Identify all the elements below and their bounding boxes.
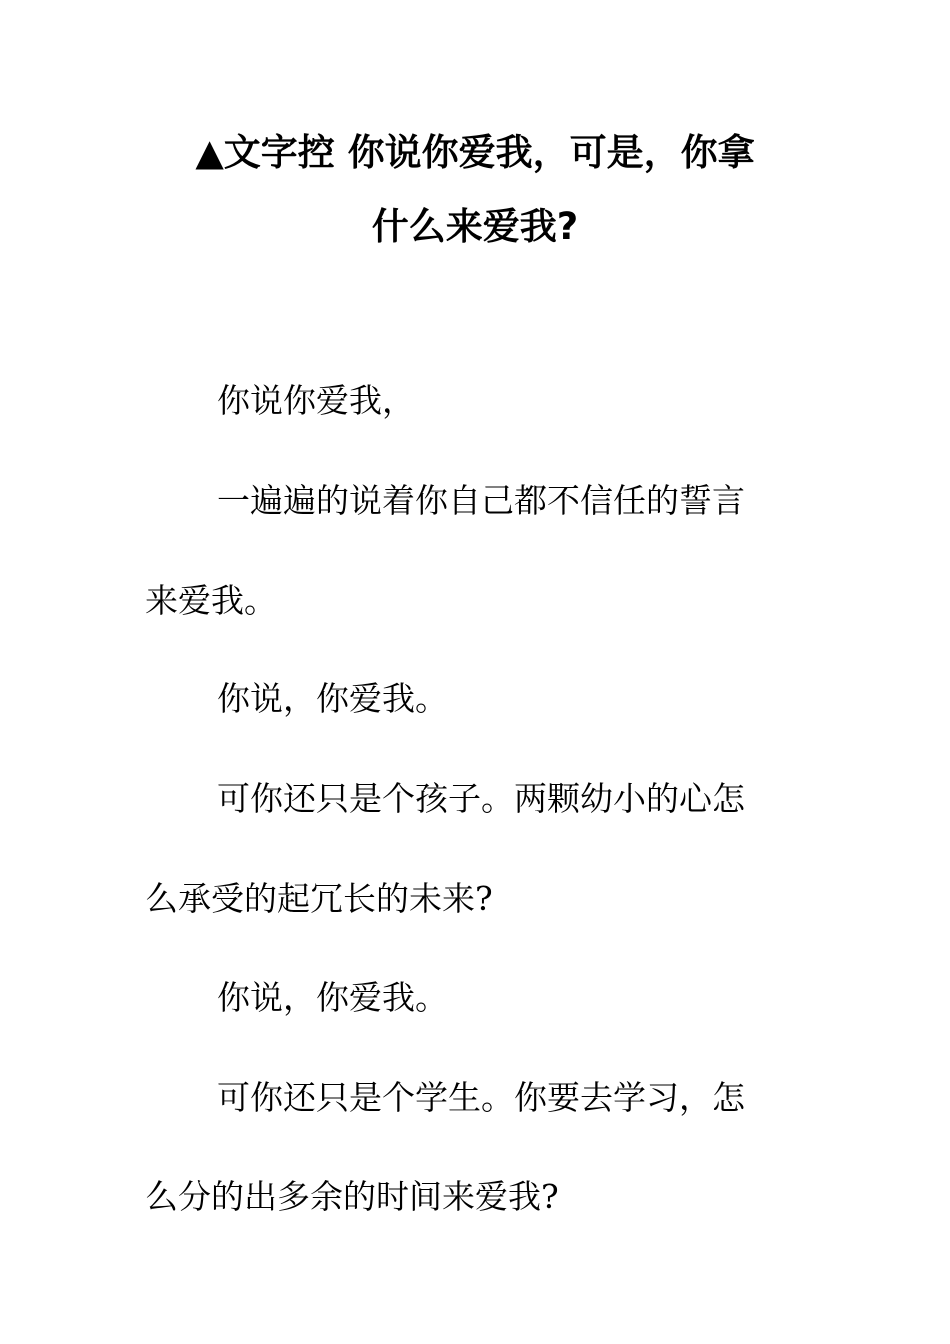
paragraph-line: 你说你爱我， bbox=[217, 381, 415, 420]
title-line-1: ▲文字控 你说你爱我，可是，你拿 bbox=[195, 131, 755, 174]
title-line-2: 什么来爱我? bbox=[371, 205, 579, 248]
paragraph-line: 么承受的起冗长的未来? bbox=[145, 879, 493, 918]
paragraph-line: 一遍遍的说着你自己都不信任的誓言 bbox=[217, 481, 745, 520]
paragraph-line: 你说，你爱我。 bbox=[217, 679, 448, 718]
paragraph-line: 么分的出多余的时间来爱我? bbox=[145, 1177, 559, 1216]
paragraph-line: 来爱我。 bbox=[145, 581, 277, 620]
paragraph-line: 可你还只是个学生。你要去学习，怎 bbox=[217, 1078, 745, 1117]
paragraph-line: 你说，你爱我。 bbox=[217, 978, 448, 1017]
paragraph-line: 可你还只是个孩子。两颗幼小的心怎 bbox=[217, 779, 745, 818]
